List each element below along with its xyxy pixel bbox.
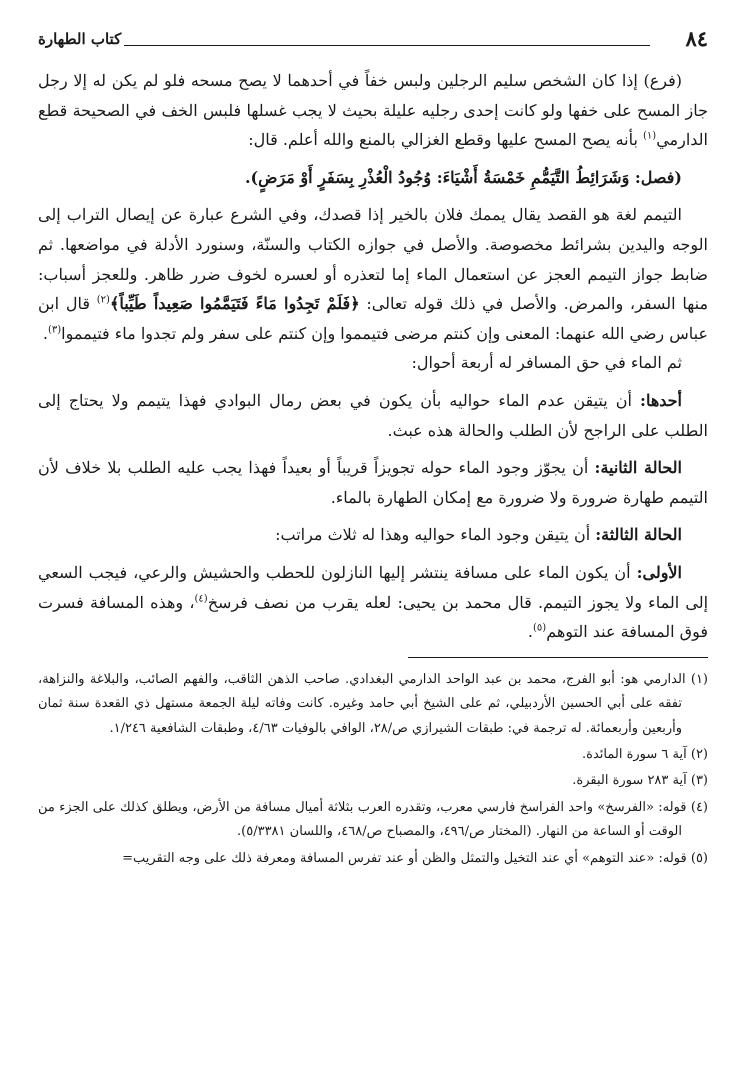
footnote-1: (١) الدارمي هو: أبو الفرج، محمد بن عبد الواحد الدارمي البغدادي. صاحب الذهن الثاقب، والفهم الصائب، والبلاغة والنزاهة، تفقه على أبي الحسين الأردبيلي، ثم على الشيخ أبي حامد وغيره. كانت وفاته ليلة الجمعة مستهل ذي القعدة سنة ثمان وأربعين وأربعمائة. له ترجمة في: طبقات الشيرازي ص/٢٨، الوافي بالوفيات ٤/٦٣، وطبقات الشافعية ١/٢٤٦. (38, 671, 708, 736)
quran-verse: ﴿فَلَمْ تَجِدُوا مَاءً فَتَيَمَّمُوا صَعِيداً طَيِّباً﴾ (109, 294, 360, 314)
footnote-separator (408, 657, 708, 658)
footnote-5: (٥) قوله: «عند التوهم» أي عند التخيل والتمثل والظن أو عند تفرس المسافة ومعرفة ذلك على وجه التقريب= (122, 850, 708, 866)
running-title: كتاب الطهارة (38, 30, 122, 48)
paragraph-second-state: الحالة الثانية: أن يجوّز وجود الماء حوله تجويزاً قريباً أو بعيداً فهذا يجب عليه الطلب بلا خلاف لأن التيمم طهارة ضرورة ولا ضرورة مع إمكان الطهارة بالماء. (38, 458, 708, 507)
paragraph-ahwal: ثم الماء في حق المسافر له أربعة أحوال: (411, 353, 682, 373)
footnote-ref-2: (٢) (96, 294, 110, 306)
paragraph-tayammum: التيمم لغة هو القصد يقال يممك فلان بالخير إذا قصدك، وفي الشرع عبارة عن إيصال التراب إلى الوجه واليدين بشرائط مخصوصة. والأصل في جوازه الكتاب والسنّة، وسنورد الأدلة في مواضعها. ثم ضابط جواز التيمم العجز عن استعمال الماء إما لتعذره أو لعسره لخوف ضرر ظاهر. وللعجز أسباب: منها السفر، والمرض. والأصل في ذلك قوله تعالى: ﴿فَلَمْ تَجِدُوا مَاءً فَتَيَمَّمُوا صَعِيداً طَيِّباً﴾$^{(٢)}$ قال ابن عباس رضي الله عنهما: المعنى وإن كنتم مرضى فتيمموا وإن كنتم على سفر ولم تجدوا ماء فتيمموا$^{(٣)}$. (38, 205, 709, 343)
page-number: ٨٤ (685, 26, 708, 51)
fasl-heading: (فصل: وَشَرَائِطُ التَّيَمُّمِ خَمْسَةُ أَشْيَاءَ: وُجُودُ الْعُذْرِ بِسَفَرٍ أَوْ مَرَضٍ). (244, 167, 682, 187)
header-rule (124, 45, 650, 46)
footnote-2: (٢) آية ٦ سورة المائدة. (582, 746, 708, 762)
footnote-4: (٤) قوله: «الفرسخ» واحد الفراسخ فارسي معرب، وتقدره العرب بثلاثة أميال مسافة من الأرض، ويطلق كذلك على الجزء من الوقت أو الساعة من النهار. (المختار ص/٤٩٦، والمصباح ص/٤٦٨، واللسان ٥/٣٣٨١). (38, 799, 708, 840)
footnote-3: (٣) آية ٢٨٣ سورة البقرة. (572, 773, 708, 789)
paragraph-first-rank: الأولى: أن يكون الماء على مسافة ينتشر إليها النازلون للحطب والحشيش والرعي، فيجب السعي إلى الماء ولا يجوز التيمم. قال محمد بن يحيى: لعله يقرب من نصف فرسخ$^{(٤)}$، وهذه المسافة فسرت فوق المسافة عند التوهم$^{(٥)}$. (38, 562, 709, 642)
paragraph-third-state: الحالة الثالثة: أن يتيقن وجود الماء حواليه وهذا له ثلاث مراتب: (275, 525, 682, 545)
paragraph-first-state: أحدها: أن يتيقن عدم الماء حواليه بأن يكون في بعض رمال البوادي فهذا يتيمم ولا يحتاج إلى الطلب على الراجح لأن الطلب والحالة هذه عبث. (38, 390, 708, 440)
footnote-ref-1: (١) (643, 130, 657, 142)
footnote-ref-4: (٤) (194, 593, 208, 605)
paragraph-far: (فرع) إذا كان الشخص سليم الرجلين ولبس خفاً في أحدهما لا يصح مسحه فلو لم يكن له إلا رجل جاز المسح على خفها ولو كانت إحدى رجليه عليلة بحيث لا يجب غسلها فلبس الخف في الصحيحة قطع الدارمي$^{(١)}$ بأنه يصح المسح عليها وقطع الغزالي بالمنع والله أعلم. قال: (38, 71, 708, 150)
page-header (38, 22, 708, 52)
footnote-ref-5: (٥) (533, 622, 547, 634)
footnotes (38, 668, 708, 871)
book-page (38, 22, 708, 1076)
footnote-ref-3: (٣) (47, 324, 62, 336)
main-text (38, 66, 708, 647)
